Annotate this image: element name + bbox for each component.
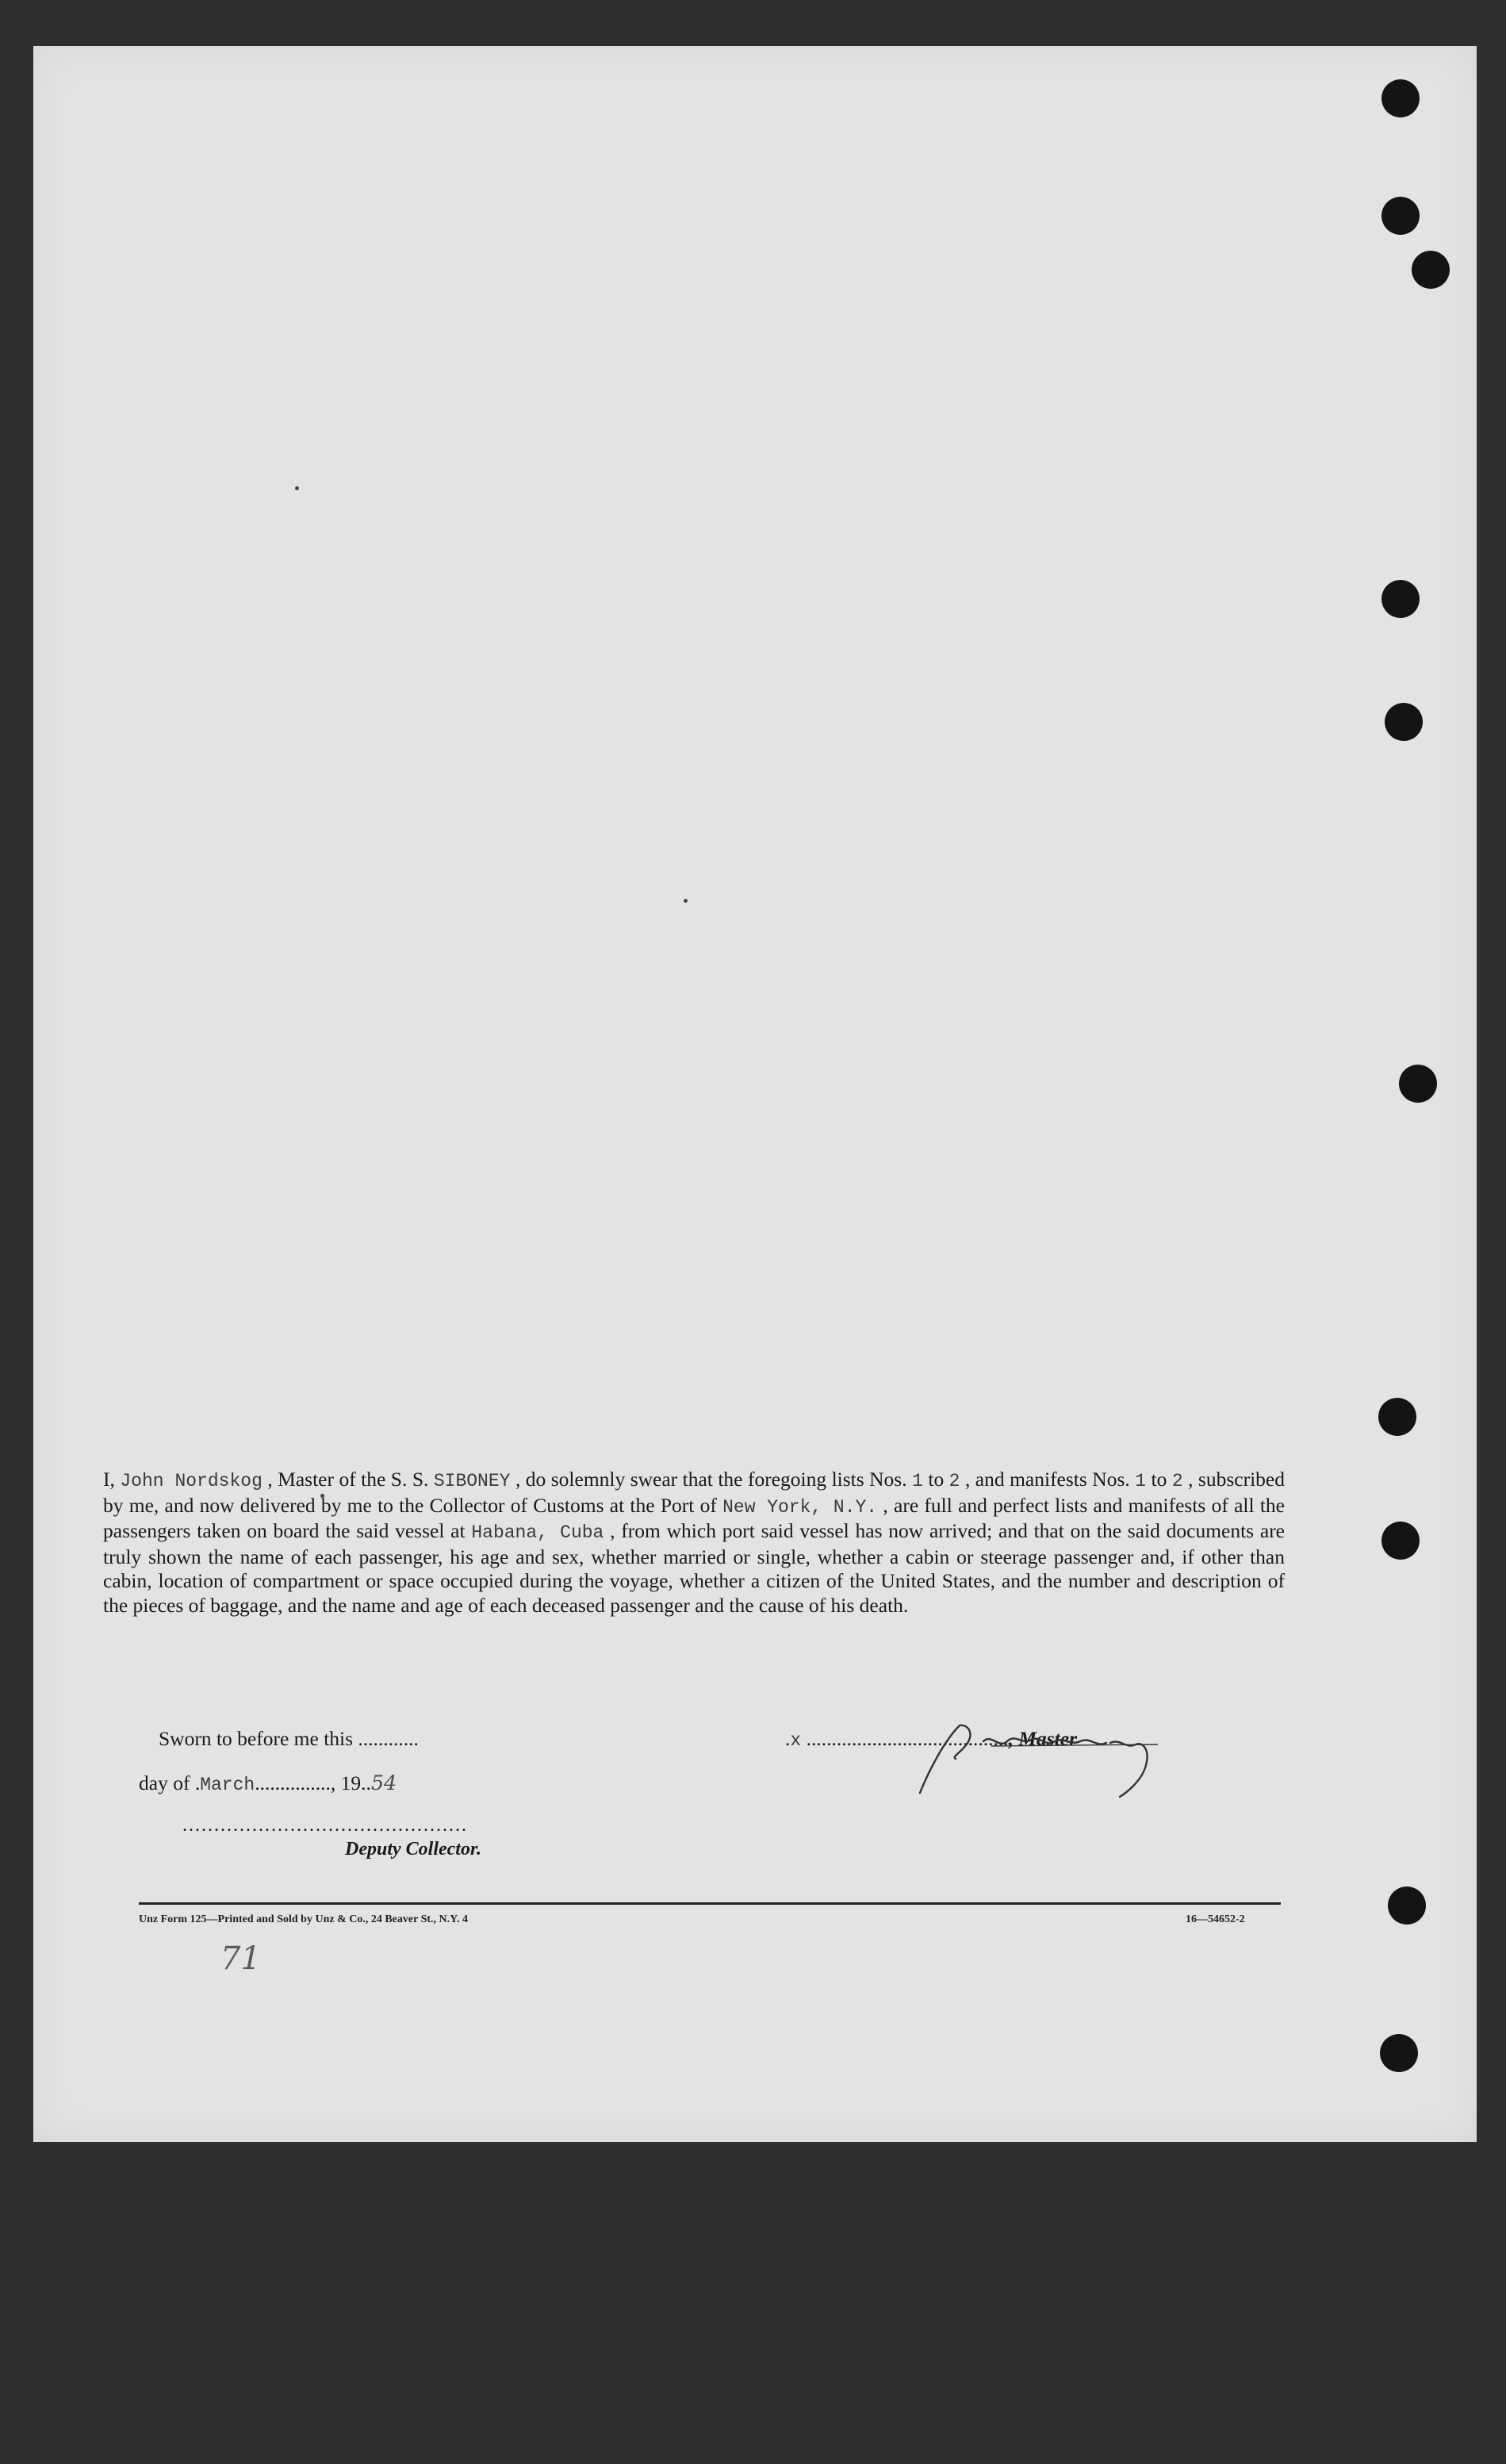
lists-to: 2 xyxy=(948,1471,960,1491)
form-code: 16—54652-2 xyxy=(1186,1913,1245,1925)
manifests-to: 2 xyxy=(1171,1471,1183,1491)
oath-text: to xyxy=(928,1468,949,1491)
punch-hole xyxy=(1381,1522,1420,1560)
departure-port: Habana, Cuba xyxy=(471,1522,604,1543)
master-name: John Nordskog xyxy=(120,1471,262,1491)
deputy-signature-blank: ............................................. xyxy=(182,1815,468,1836)
signature-mark: x xyxy=(790,1730,802,1751)
oath-text: , from which port said vessel has now arrived; and that on the said documents are truly shown the name of each passenger, his age and sex, whether married or single, whether a cabin or steerage passenger and, if other than cabin, location of compartment or space occupied during the voyage, whether a citizen of the United States, and the number and description of the pieces of baggage, and the name and age of each deceased passenger and the cause of his death. xyxy=(103,1519,1285,1617)
blank-dots: .. xyxy=(361,1771,371,1794)
year-value: 54 xyxy=(370,1771,397,1795)
signature-dots: ........................................ xyxy=(801,1727,1009,1750)
ship-name: SIBONEY xyxy=(433,1471,511,1491)
handwritten-page-number: 71 xyxy=(220,1940,261,1977)
deputy-collector-label: Deputy Collector. xyxy=(345,1839,481,1860)
oath-text: I, xyxy=(103,1468,121,1491)
handwritten-signature xyxy=(912,1710,1182,1801)
punch-hole xyxy=(1385,703,1423,741)
oath-text: , subscribed by me, and now delivered by me to the Collector of Customs at the Port of xyxy=(103,1468,1285,1517)
punch-hole xyxy=(1381,79,1420,117)
sworn-label: Sworn to before me this xyxy=(159,1727,354,1750)
blank-dots: ............ xyxy=(358,1727,419,1750)
year-prefix: , 19 xyxy=(330,1771,362,1794)
punch-hole xyxy=(1412,251,1450,289)
footer-rule xyxy=(139,1902,1281,1905)
blank-dots: ............... xyxy=(255,1771,331,1794)
punch-hole xyxy=(1399,1065,1437,1103)
arrival-port: New York, N.Y. xyxy=(722,1496,878,1518)
signature-dots: . xyxy=(785,1727,791,1750)
sworn-line xyxy=(159,1727,419,1751)
day-of-label: day of xyxy=(139,1771,190,1794)
lists-from: 1 xyxy=(912,1471,923,1491)
oath-text: , and manifests Nos. xyxy=(964,1468,1136,1491)
master-label: , Master xyxy=(1008,1727,1077,1750)
day-of-line xyxy=(139,1771,397,1795)
bleed-through xyxy=(128,173,1318,1046)
punch-hole xyxy=(1380,2034,1418,2072)
oath-text: , do solemnly swear that the foregoing lists Nos. xyxy=(515,1468,913,1491)
oath-text: , Master of the S. S. xyxy=(267,1468,434,1491)
speck xyxy=(295,486,299,490)
oath-text: to xyxy=(1151,1468,1172,1491)
punch-hole xyxy=(1378,1398,1416,1436)
month-value: March xyxy=(200,1775,255,1795)
printer-imprint: Unz Form 125—Printed and Sold by Unz & Co., 24 Beaver St., N.Y. 4 xyxy=(139,1913,468,1925)
punch-hole xyxy=(1388,1886,1426,1925)
speck xyxy=(684,899,688,903)
punch-hole xyxy=(1381,580,1420,618)
blank-dots: . xyxy=(194,1771,201,1794)
punch-hole xyxy=(1381,197,1420,235)
oath-paragraph xyxy=(103,1468,1285,1618)
oath-text: , are full and perfect lists and manifests of all the passengers taken on board the said vessel at xyxy=(103,1493,1285,1542)
manifests-from: 1 xyxy=(1135,1471,1147,1491)
